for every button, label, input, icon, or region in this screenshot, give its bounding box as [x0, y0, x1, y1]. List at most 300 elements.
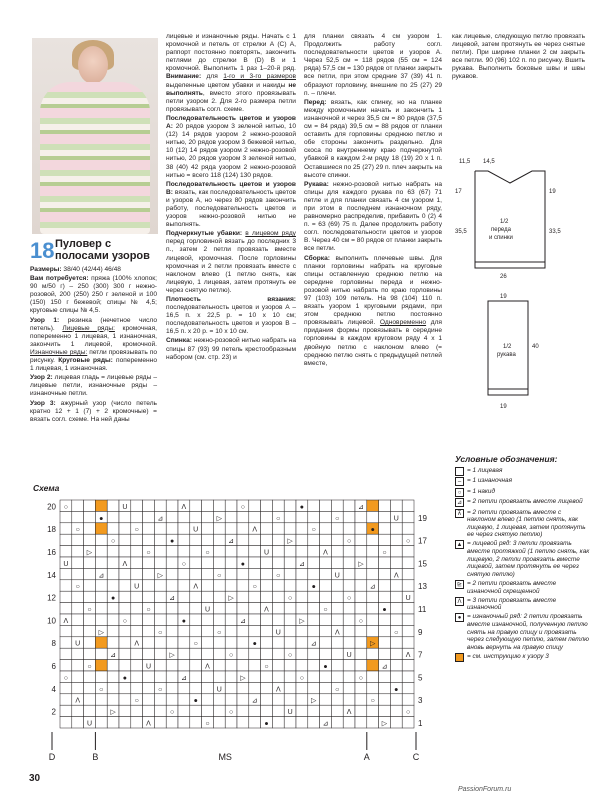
chart-cell — [237, 603, 249, 614]
row-number-left: 12 — [47, 593, 56, 603]
chart-cell — [402, 682, 414, 693]
chart-cell — [143, 511, 155, 522]
chart-cell — [154, 660, 166, 671]
chart-cell — [225, 568, 237, 579]
chart-cell — [355, 637, 367, 648]
chart-symbol: ⊿ — [369, 583, 376, 591]
chart-cell — [272, 500, 284, 511]
chart-cell — [166, 625, 178, 636]
chart-cell — [272, 534, 284, 545]
legend-symbol: ⊿ — [456, 500, 463, 507]
chart-cell — [331, 557, 343, 568]
chart-cell — [60, 694, 72, 705]
chart-cell — [154, 694, 166, 705]
chart-cell — [308, 500, 320, 511]
chart-symbol: ▷ — [228, 595, 234, 603]
chart-symbol: ○ — [276, 515, 281, 523]
chart-cell — [213, 557, 225, 568]
chart-cell — [143, 625, 155, 636]
chart-cell — [261, 637, 273, 648]
chart-cell — [213, 637, 225, 648]
chart-cell — [308, 671, 320, 682]
chart-cell — [154, 717, 166, 728]
chart-symbol: U — [193, 526, 199, 534]
chart-cell — [390, 614, 402, 625]
chart-cell — [190, 625, 202, 636]
chart-symbol: U — [216, 686, 222, 694]
chart-cell — [237, 523, 249, 534]
chart-cell — [367, 614, 379, 625]
chart-cell — [249, 534, 261, 545]
legend-symbol: ▲ — [456, 542, 463, 549]
chart-cell — [119, 580, 131, 591]
chart-cell — [178, 682, 190, 693]
chart-cell — [355, 648, 367, 659]
chart-cell — [355, 534, 367, 545]
chart-cell — [331, 603, 343, 614]
chart-symbol: ⊿ — [157, 515, 164, 523]
chart-cell — [107, 603, 119, 614]
dim-7: 26 — [500, 274, 507, 280]
chart-cell — [390, 648, 402, 659]
row-number-left: 18 — [47, 525, 56, 535]
chart-cell — [166, 694, 178, 705]
chart-symbol: Λ — [346, 709, 352, 717]
chart-cell — [60, 591, 72, 602]
chart-symbol: ○ — [382, 549, 387, 557]
chart-cell — [402, 614, 414, 625]
chart-cell — [367, 557, 379, 568]
bottom-label: MS — [218, 752, 232, 762]
chart-cell — [131, 614, 143, 625]
chart-cell — [249, 648, 261, 659]
chart-cell — [296, 660, 308, 671]
chart-cell — [190, 671, 202, 682]
chart-cell — [331, 614, 343, 625]
chart-cell — [272, 591, 284, 602]
chart-symbol: Λ — [205, 663, 210, 671]
chart-cell — [213, 603, 225, 614]
row-number-left: 2 — [51, 707, 56, 717]
chart-symbol: ○ — [99, 686, 104, 694]
chart-cell — [143, 557, 155, 568]
chart-cell — [95, 580, 107, 591]
chart-symbol: U — [334, 572, 340, 580]
row-number-left: 6 — [51, 662, 56, 671]
chart-cell — [390, 557, 402, 568]
chart-cell — [131, 705, 143, 716]
chart-cell — [367, 625, 379, 636]
chart-cell — [190, 660, 202, 671]
chart-cell — [379, 580, 391, 591]
chart-cell — [296, 511, 308, 522]
chart-cell — [296, 682, 308, 693]
chart-cell — [60, 648, 72, 659]
chart-cell — [154, 557, 166, 568]
chart-cell — [261, 591, 273, 602]
chart-cell — [237, 591, 249, 602]
chart-cell — [119, 511, 131, 522]
paragraph: Спинка: нежно-розовой нитью набрать на спицы 87 (93) 99 петель крестообразным набором (см. стр. 23) и — [166, 337, 296, 361]
chart-cell — [320, 591, 332, 602]
chart-cell — [284, 637, 296, 648]
chart-symbol: Λ — [334, 629, 340, 637]
chart-cell — [402, 603, 414, 614]
chart-cell — [296, 546, 308, 557]
text-column-4 — [452, 33, 585, 83]
row-number-left: 16 — [47, 548, 56, 557]
chart-cell — [72, 511, 84, 522]
paragraph: Последовательность цветов и узоров А: 20 рядов узором 3 зеленой нитью, 10 (12) 14 рядов узором 2 нежно-розовой нитью, 20 рядов узором 3 бежевой нитью, 10 (12) 14 рядов узором 2 нежно-розовой нитью, 20 рядов узором 3 зеленой нитью, 38 (40) 42 ряда узором 2 нежно-розовой нитью = всего 118 (124) 130 рядов. — [166, 114, 296, 179]
chart-cell — [402, 580, 414, 591]
chart-symbol: U — [145, 663, 152, 671]
chart-symbol: U — [346, 652, 352, 660]
chart-cell — [320, 500, 332, 511]
chart-cell — [320, 682, 332, 693]
paragraph: как лицевые, следующую петлю провязать лицевой, затем протянуть ее через снятые петли). При ширине планки 2 см закрыть все петли. 90 (96) 102 п. по рисунку. Вшить рукава. Выполнить боковые швы и швы рукавов. — [452, 33, 585, 81]
chart-cell — [131, 660, 143, 671]
chart-cell — [143, 637, 155, 648]
chart-cell — [331, 648, 343, 659]
chart-cell — [190, 546, 202, 557]
chart-cell — [402, 637, 414, 648]
chart-cell — [107, 682, 119, 693]
chart-cell — [379, 500, 391, 511]
chart-symbol: ○ — [134, 697, 139, 705]
chart-symbol: ○ — [346, 595, 352, 603]
chart-cell — [379, 637, 391, 648]
chart-cell — [202, 591, 214, 602]
row-number-left: 14 — [47, 570, 56, 580]
chart-cell — [225, 671, 237, 682]
chart-cell — [95, 648, 107, 659]
chart-cell — [107, 511, 119, 522]
chart-cell — [272, 523, 284, 534]
chart-cell — [284, 568, 296, 579]
chart-cell — [249, 614, 261, 625]
chart-cell — [202, 523, 214, 534]
chart-cell — [131, 500, 143, 511]
front-label-2: переда — [491, 227, 511, 233]
chart-cell — [154, 648, 166, 659]
chart-cell — [72, 671, 84, 682]
row-number-right: 11 — [418, 605, 427, 614]
chart-cell — [331, 637, 343, 648]
chart-cell — [296, 534, 308, 545]
knitting-chart — [30, 494, 427, 762]
chart-cell — [390, 546, 402, 557]
legend-desc: = 1 изнаночная — [467, 477, 513, 485]
chart-cell — [178, 625, 190, 636]
chart-cell — [367, 568, 379, 579]
chart-symbol: ○ — [311, 526, 316, 534]
legend-desc: = 2 петли провязать вместе изнаночной скрещенной — [467, 579, 557, 595]
chart-cell — [390, 671, 402, 682]
chart-cell — [237, 534, 249, 545]
chart-cell — [84, 614, 96, 625]
chart-symbol: ○ — [276, 572, 281, 580]
chart-cell — [72, 717, 84, 728]
article-title: Пуловер с полосами узоров — [55, 238, 150, 262]
chart-cell — [143, 523, 155, 534]
chart-cell — [213, 660, 225, 671]
chart-cell — [284, 603, 296, 614]
legend-item — [455, 467, 590, 476]
chart-cell — [190, 614, 202, 625]
chart-cell — [119, 705, 131, 716]
chart-cell — [284, 625, 296, 636]
chart-title: Схема — [33, 483, 60, 493]
chart-cell — [355, 694, 367, 705]
dim-8: 19 — [500, 294, 507, 300]
chart-cell — [178, 523, 190, 534]
chart-cell — [355, 511, 367, 522]
legend-title: Условные обозначения: — [455, 454, 558, 464]
dim-9: 40 — [532, 344, 539, 350]
legend-desc: = 3 петли провязать вместе изнаночной — [467, 596, 557, 612]
legend-symbol — [455, 467, 464, 476]
legend-symbol: Λ — [455, 597, 464, 606]
chart-cell — [119, 523, 131, 534]
chart-symbol: ○ — [75, 526, 80, 534]
chart-cell — [284, 694, 296, 705]
chart-cell — [60, 546, 72, 557]
chart-cell — [95, 637, 107, 648]
chart-cell — [379, 671, 391, 682]
chart-cell — [202, 625, 214, 636]
chart-cell — [131, 557, 143, 568]
bottom-label: B — [92, 752, 99, 762]
chart-symbol: ▷ — [86, 549, 93, 557]
chart-cell — [119, 591, 131, 602]
chart-cell — [143, 534, 155, 545]
chart-cell — [402, 546, 414, 557]
chart-cell — [84, 568, 96, 579]
chart-cell — [107, 568, 119, 579]
chart-cell — [249, 682, 261, 693]
chart-symbol: ○ — [217, 572, 222, 580]
chart-cell — [213, 500, 225, 511]
chart-cell — [272, 671, 284, 682]
chart-cell — [367, 534, 379, 545]
chart-symbol: U — [122, 503, 128, 511]
chart-symbol: Λ — [252, 526, 258, 534]
chart-cell — [72, 500, 84, 511]
chart-cell — [213, 717, 225, 728]
chart-cell — [272, 580, 284, 591]
chart-cell — [95, 660, 107, 671]
chart-symbol: Λ — [275, 686, 281, 694]
paragraph: Подчеркнутые убавки: в лицевом ряду перед горловиной вязать до последних 3 п., затем 2 петли провязать вместе лицевой, кромочная. После горловины кромочная и 2 петли провязать вместе с наклоном влево (1 петлю снять, как лицевую, 1 лицевая, затем протянуть ее через снятую петлю). — [166, 230, 296, 294]
chart-cell — [320, 568, 332, 579]
chart-cell — [166, 682, 178, 693]
chart-cell — [72, 534, 84, 545]
row-number-left: 10 — [47, 616, 56, 626]
chart-cell — [190, 603, 202, 614]
chart-cell — [178, 580, 190, 591]
chart-cell — [72, 625, 84, 636]
chart-cell — [272, 705, 284, 716]
chart-cell — [72, 660, 84, 671]
chart-cell — [343, 717, 355, 728]
sleeve-label-2: рукава — [497, 352, 516, 358]
chart-cell — [166, 580, 178, 591]
chart-cell — [190, 568, 202, 579]
legend-items — [455, 467, 590, 662]
chart-cell — [343, 694, 355, 705]
chart-cell — [320, 625, 332, 636]
chart-symbol: ○ — [110, 538, 116, 546]
chart-cell — [367, 603, 379, 614]
chart-cell — [107, 637, 119, 648]
chart-cell — [178, 637, 190, 648]
chart-symbol: ○ — [394, 629, 399, 637]
chart-cell — [308, 591, 320, 602]
legend-item — [455, 498, 590, 507]
chart-cell — [237, 648, 249, 659]
chart-cell — [72, 705, 84, 716]
garment-schematic — [455, 143, 585, 443]
chart-cell — [95, 694, 107, 705]
chart-symbol: ⊿ — [310, 640, 317, 648]
front-label-3: и спинки — [489, 235, 513, 241]
chart-cell — [178, 660, 190, 671]
chart-cell — [284, 580, 296, 591]
chart-cell — [320, 580, 332, 591]
chart-symbol: ○ — [252, 583, 257, 591]
row-number-right: 7 — [418, 650, 423, 660]
chart-cell — [379, 648, 391, 659]
chart-cell — [225, 603, 237, 614]
chart-cell — [355, 568, 367, 579]
chart-cell — [131, 534, 143, 545]
chart-cell — [390, 705, 402, 716]
chart-cell — [331, 591, 343, 602]
legend-symbol — [455, 653, 464, 662]
chart-symbol: ● — [181, 617, 187, 625]
chart-cell — [131, 603, 143, 614]
legend-item — [455, 613, 590, 651]
chart-cell — [367, 500, 379, 511]
chart-cell — [95, 534, 107, 545]
chart-cell — [320, 523, 332, 534]
chart-cell — [249, 705, 261, 716]
row-number-right: 15 — [418, 559, 427, 569]
chart-cell — [402, 523, 414, 534]
chart-cell — [166, 603, 178, 614]
chart-symbol: ○ — [335, 686, 340, 694]
chart-symbol: ○ — [134, 526, 139, 534]
chart-symbol: ○ — [323, 606, 328, 614]
chart-symbol: ○ — [75, 583, 80, 591]
chart-cell — [225, 717, 237, 728]
chart-cell — [190, 705, 202, 716]
chart-cell — [225, 637, 237, 648]
chart-cell — [296, 568, 308, 579]
chart-cell — [166, 557, 178, 568]
legend-desc: = лицевой ряд: 3 петли провязать вместе протяжкой (1 петлю снять, как лицевую, 2 петли провязать вместе лицевой, затем протянуть ее через снятую петлю) — [467, 540, 590, 578]
chart-cell — [237, 694, 249, 705]
chart-cell — [343, 637, 355, 648]
chart-cell — [249, 603, 261, 614]
chart-cell — [107, 614, 119, 625]
bottom-label: A — [363, 752, 370, 762]
chart-cell — [249, 660, 261, 671]
chart-cell — [343, 625, 355, 636]
chart-cell — [308, 614, 320, 625]
chart-cell — [143, 568, 155, 579]
chart-cell — [166, 637, 178, 648]
paragraph: Рукава: нежно-розовой нитью набрать на спицы для каждого рукава по 63 (67) 71 петле и для планки связать 4 см узором 1, при этом в последнем изнаночном ряду, равномерно распределив, прибавить 0 (2) 4 п. = 63 (69) 75 п. Далее продолжить работу согл. последовательности цветов и узоров В. Через 40 см = 80 рядов от планки закрыть все петли. — [304, 180, 442, 253]
chart-cell — [107, 557, 119, 568]
chart-cell — [390, 717, 402, 728]
chart-symbol: ⊿ — [251, 697, 258, 705]
chart-cell — [284, 671, 296, 682]
chart-cell — [343, 660, 355, 671]
chart-cell — [166, 546, 178, 557]
chart-symbol: ○ — [87, 606, 92, 614]
chart-cell — [190, 500, 202, 511]
paragraph: Сборка: выполнить плечевые швы. Для планки горловины набрать на круговые спицы оставленную среднюю петлю на середине горловины переда и нежно-розовой нитью набрать по краю горловины 97 (103) 109 петель. На 98 (104) 110 п. вязать узором 1 круговыми рядами, при этом среднюю петлю постоянно провязывать лицевой. Одновременно для придания формы провязывать в середине горловины в каждом круговом ряду 4 х 1 двойную петлю с наклоном влево (= среднюю петлю снять с предыдущей петлей вместе, — [304, 254, 442, 367]
chart-symbol: ○ — [87, 663, 92, 671]
chart-cell — [119, 694, 131, 705]
chart-cell — [213, 591, 225, 602]
chart-symbol: Λ — [405, 652, 411, 660]
chart-cell — [355, 705, 367, 716]
chart-cell — [95, 603, 107, 614]
chart-symbol: Λ — [122, 560, 128, 568]
chart-cell — [296, 705, 308, 716]
chart-cell — [355, 546, 367, 557]
chart-cell — [261, 614, 273, 625]
chart-cell — [84, 500, 96, 511]
chart-cell — [213, 671, 225, 682]
chart-symbol: ● — [193, 697, 198, 705]
paragraph: Узор 3: ажурный узор (число петель кратно 12 + 1 (7) + 2 кромочные) = вязать согл. схеме. На ней даны — [30, 399, 157, 423]
chart-cell — [237, 637, 249, 648]
chart-cell — [202, 694, 214, 705]
legend-item — [455, 509, 590, 539]
chart-cell — [178, 603, 190, 614]
chart-cell — [367, 717, 379, 728]
chart-symbol: ● — [370, 526, 375, 534]
chart-cell — [320, 614, 332, 625]
chart-cell — [402, 694, 414, 705]
chart-cell — [390, 580, 402, 591]
chart-cell — [331, 671, 343, 682]
chart-cell — [355, 717, 367, 728]
chart-symbol: ● — [122, 674, 128, 682]
chart-cell — [355, 660, 367, 671]
chart-cell — [60, 534, 72, 545]
chart-cell — [131, 591, 143, 602]
legend-item — [455, 653, 590, 662]
chart-symbol: ○ — [346, 538, 352, 546]
model-head — [78, 46, 108, 84]
chart-cell — [331, 580, 343, 591]
chart-cell — [131, 568, 143, 579]
chart-cell — [213, 523, 225, 534]
chart-cell — [237, 568, 249, 579]
chart-cell — [84, 625, 96, 636]
paragraph: Плотность вязания: последовательность цветов и узоров А – 16,5 п. х 22,5 р. = 10 х 10 см; последовательность цветов и узоров В – 16,5 п. х 20 р. = 10 х 10 см. — [166, 296, 296, 336]
paragraph: для планки связать 4 см узором 1. Продолжить работу согл. последовательности цветов и узоров А. Через 52,5 см = 118 рядов (55 см = 124 ряда) 57,5 см = 130 рядов от планки закрыть все петли, при этом средние 37 (39) 41 п. образуют горловину, внешние по 25 (27) 29 п. – плечи. — [304, 33, 442, 97]
chart-cell — [284, 523, 296, 534]
chart-cell — [190, 557, 202, 568]
chart-cell — [225, 694, 237, 705]
chart-cell — [202, 534, 214, 545]
chart-cell — [272, 614, 284, 625]
